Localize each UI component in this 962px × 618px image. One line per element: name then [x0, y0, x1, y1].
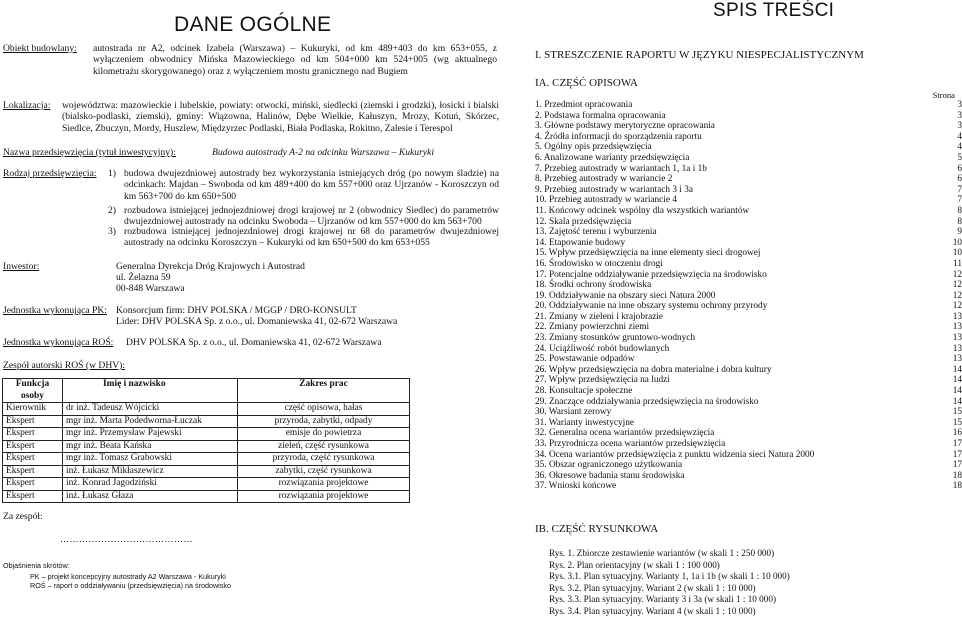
toc-entry-title: 19. Oddziaływanie na obszary sieci Natura 2000: [535, 290, 716, 301]
cell-imie: inż. Łukasz Głaza: [63, 490, 238, 503]
table-row: [3, 428, 410, 441]
toc-entry-page: 16: [952, 428, 962, 439]
toc-entry[interactable]: [535, 407, 962, 418]
table-row: [3, 453, 410, 466]
table-row: [3, 403, 410, 416]
toc-entry-title: 20. Oddziaływanie na inne obszary systemu ochrony przyrody: [535, 301, 768, 312]
toc-entry-title: 33. Przyrodnicza ocena wariantów przedsięwzięcia: [535, 439, 726, 449]
obiekt-label: Obiekt budowlany:: [3, 43, 77, 54]
toc-entry-page: 13: [952, 322, 962, 333]
toc-entry-page: 12: [952, 301, 962, 312]
toc-entry[interactable]: [535, 217, 962, 228]
toc-entry[interactable]: [535, 174, 962, 185]
toc-entry-title: 14. Etapowanie budowy: [535, 237, 626, 248]
signature-line: ……………………………………: [60, 534, 193, 544]
nazwa-text: Budowa autostrady A-2 na odcinku Warszawa – Kukuryki: [212, 147, 434, 158]
cell-funkcja: Ekspert: [3, 465, 63, 478]
toc-entry-page: 18: [952, 481, 962, 492]
cell-zakres: emisje do powietrza: [238, 428, 410, 441]
toc-entry-page: 4: [957, 142, 962, 153]
toc-entry-page: 6: [957, 174, 962, 185]
toc-entry-page: 11: [953, 258, 962, 269]
toc-entry[interactable]: [535, 344, 962, 355]
toc-entry[interactable]: [535, 418, 962, 429]
toc-entry-title: 36. Okresowe badania stanu środowiska: [535, 470, 685, 481]
header-imie: Imię i nazwisko: [63, 379, 238, 403]
toc-entry[interactable]: [535, 164, 962, 175]
toc-entry-title: 32. Generalna ocena wariantów przedsięwzięcia: [535, 428, 715, 439]
table-of-contents-page: [505, 0, 960, 618]
toc-entry-title: 16. Środowisko w otoczeniu drogi: [535, 258, 663, 269]
toc-entry[interactable]: [535, 206, 962, 217]
cell-funkcja: Ekspert: [3, 478, 63, 491]
toc-entry-title: 23. Zmiany stosunków gruntowo-wodnych: [535, 333, 696, 344]
toc-entry-title: 29. Znaczące oddziaływania przedsięwzięcia na środowisko: [535, 396, 759, 407]
inwestor-line-1: Generalna Dyrekcja Dróg Krajowych i Autostrad: [116, 261, 305, 272]
toc-list: [535, 100, 962, 492]
abbreviation-pk: PK – projekt koncepcyjny autostrady A2 Warszawa - Kukuryki: [30, 572, 226, 581]
toc-entry-page: 13: [952, 311, 962, 322]
toc-entry-page: 12: [952, 269, 962, 280]
toc-entry[interactable]: [535, 397, 962, 408]
toc-entry[interactable]: [535, 428, 962, 439]
toc-entry-title: 24. Uciążliwość robót budowlanych: [535, 343, 670, 354]
page-title: DANE OGÓLNE: [174, 13, 332, 36]
figure-entry[interactable]: Rys. 1. Zbiorcze zestawienie wariantów (w skali 1 : 250 000): [549, 548, 775, 558]
cell-imie: mgr inż. Beata Kańska: [63, 440, 238, 453]
inwestor-line-2: ul. Żelazna 59: [116, 272, 171, 283]
jednostka-pk-line-1: Konsorcjum firm: DHV POLSKA / MGGP / DRO-KONSULT: [116, 305, 357, 316]
cell-imie: mgr inż. Marta Podedworna-Łuczak: [63, 415, 238, 428]
toc-entry-title: 10. Przebieg autostrady w wariancie 4: [535, 195, 677, 206]
toc-entry[interactable]: [535, 121, 962, 132]
abbreviation-ros: ROŚ – raport o oddziaływaniu (przedsięwzięcia) na środowisko: [30, 581, 231, 590]
figure-entry[interactable]: Rys. 3.1. Plan sytuacyjny. Warianty 1, 1a i 1b (w skali 1 : 10 000): [549, 571, 790, 582]
lokalizacja-label: Lokalizacja:: [3, 100, 51, 111]
toc-entry[interactable]: [535, 312, 962, 323]
toc-entry[interactable]: [535, 142, 962, 153]
toc-entry-title: 18. Środki ochrony środowiska: [535, 280, 652, 291]
toc-entry[interactable]: [535, 322, 962, 333]
cell-imie: inż. Konrad Jagodziński: [63, 478, 238, 491]
toc-entry-page: 15: [952, 417, 962, 428]
toc-entry[interactable]: [535, 280, 962, 291]
figure-entry[interactable]: Rys. 2. Plan orientacyjny (w skali 1 : 100 000): [549, 559, 720, 570]
toc-entry-page: 3: [957, 100, 962, 110]
cell-zakres: rozwiązania projektowe: [238, 478, 410, 491]
toc-entry-title: 7. Przebieg autostrady w wariantach 1, 1a i 1b: [535, 163, 707, 174]
toc-entry-title: 3. Główne podstawy merytoryczne opracowania: [535, 121, 715, 132]
toc-entry-page: 6: [957, 163, 962, 174]
toc-entry-page: 17: [952, 460, 962, 471]
toc-entry[interactable]: [535, 450, 962, 461]
toc-entry-title: 1. Przedmiot opracowania: [535, 100, 633, 110]
jednostka-ros-text: DHV POLSKA Sp. z o.o., ul. Domaniewska 41, 02-672 Warszawa: [126, 337, 382, 348]
rodzaj-item-2-text: rozbudowa istniejącej jednojezdniowej drogi krajowej nr 2 (obwodnicy Siedlec) do parametrów dwujezdniowej autostrady na odcinku Swoboda – Ujrzanów od km 557+000 do km 563+700: [124, 205, 499, 228]
cell-funkcja: Ekspert: [3, 428, 63, 441]
toc-entry-page: 14: [952, 364, 962, 375]
jednostka-pk-line-2: Lider: DHV POLSKA Sp. z o.o., ul. Domaniewska 41, 02-672 Warszawa: [116, 316, 398, 327]
toc-entry-title: 9. Przebieg autostrady w wariantach 3 i 3a: [535, 184, 693, 195]
cell-zakres: zieleń, część rysunkowa: [238, 440, 410, 453]
toc-entry-title: 4. Źródła informacji do sporządzenia raportu: [535, 131, 702, 142]
section-i-heading: I. STRESZCZENIE RAPORTU W JĘZYKU NIESPECJALISTYCZNYM: [535, 49, 864, 61]
inwestor-line-3: 00-848 Warszawa: [116, 283, 185, 294]
table-row: [3, 415, 410, 428]
toc-entry[interactable]: [535, 365, 962, 376]
toc-entry-title: 2. Podstawa formalna opracowania: [535, 110, 666, 121]
section-ib-heading: IB. CZĘŚĆ RYSUNKOWA: [535, 523, 659, 535]
toc-entry-title: 37. Wnioski końcowe: [535, 481, 617, 492]
za-zespol-label: Za zespół:: [3, 511, 43, 522]
toc-entry[interactable]: [535, 291, 962, 302]
toc-entry[interactable]: [535, 195, 962, 206]
toc-entry[interactable]: [535, 386, 962, 397]
rodzaj-item-1-text: budowa dwujezdniowej autostrady bez wykorzystania istniejących dróg (po nowym śladzie) na odcinkach: Majdan – Swoboda od km 489+400 do km 557+000 oraz Ujrzanów - Koroszczyn od km 563+700 do km 650+500: [124, 168, 499, 202]
cell-imie: mgr inż. Tomasz Grabowski: [63, 453, 238, 466]
toc-entry-title: 35. Obszar ograniczonego użytkowania: [535, 460, 683, 471]
toc-entry-page: 12: [952, 280, 962, 291]
toc-entry-title: 34. Ocena wariantów przedsięwzięcia z punktu widzenia sieci Natura 2000: [535, 449, 815, 460]
toc-entry[interactable]: [535, 439, 962, 450]
toc-entry-page: 9: [957, 227, 962, 238]
toc-entry-page: 17: [952, 449, 962, 460]
toc-entry-page: 10: [952, 248, 962, 259]
toc-entry-page: 7: [957, 195, 962, 206]
cell-zakres: rozwiązania projektowe: [238, 490, 410, 503]
toc-entry-title: 12. Skala przedsięwzięcia: [535, 216, 632, 227]
toc-entry-page: 4: [957, 131, 962, 142]
toc-entry[interactable]: [535, 301, 962, 312]
toc-entry-title: 13. Zajętość terenu i wyburzenia: [535, 227, 657, 238]
team-table-header: [3, 379, 410, 403]
rodzaj-item-3-num: 3): [108, 226, 116, 237]
page-column-label: Strona: [932, 90, 955, 100]
toc-entry-page: 3: [957, 110, 962, 121]
toc-entry[interactable]: [535, 153, 962, 164]
toc-entry-title: 6. Analizowane warianty przedsięwzięcia: [535, 152, 690, 163]
obiekt-text: autostrada nr A2, odcinek Izabela (Warszawa) – Kukuryki, od km 489+403 do km 653+055, z wyłączeniem obwodnicy Mińska Mazowieckiego od km 504+000 km 524+005 (wg aktualnego kilometrażu skorygowanego) oraz z wyłączeniem mostu granicznego nad Bugiem: [93, 43, 497, 77]
toc-entry-page: 15: [952, 407, 962, 418]
toc-entry[interactable]: [535, 111, 962, 122]
toc-entry-page: 10: [952, 237, 962, 248]
toc-entry-page: 13: [952, 354, 962, 365]
toc-entry-page: 12: [952, 290, 962, 301]
toc-entry-title: 22. Zmiany powierzchni ziemi: [535, 322, 650, 333]
toc-entry-title: 11. Końcowy odcinek wspólny dla wszystkich wariantów: [535, 205, 750, 216]
toc-entry-title: 25. Powstawanie odpadów: [535, 354, 635, 365]
cell-funkcja: Ekspert: [3, 440, 63, 453]
jednostka-ros-label: Jednostka wykonująca ROŚ:: [3, 337, 114, 348]
toc-entry-title: 5. Ogólny opis przedsięwzięcia: [535, 142, 652, 153]
toc-entry-page: 17: [952, 439, 962, 449]
rodzaj-label: Rodzaj przedsięwzięcia:: [3, 168, 97, 179]
rodzaj-item-1-num: 1): [108, 168, 116, 179]
toc-entry-page: 14: [952, 375, 962, 386]
toc-entry-title: 28. Konsultacje społeczne: [535, 386, 633, 397]
toc-entry[interactable]: [535, 481, 962, 492]
toc-entry[interactable]: [535, 227, 962, 238]
toc-entry[interactable]: [535, 238, 962, 249]
toc-entry[interactable]: [535, 471, 962, 482]
abbreviations-title: Objaśnienia skrótów:: [3, 561, 70, 570]
cell-zakres: zabytki, część rysunkowa: [238, 465, 410, 478]
cell-funkcja: Kierownik: [3, 403, 63, 416]
toc-entry-page: 14: [952, 386, 962, 397]
rodzaj-item-3-text: rozbudowa istniejącej jednojezdniowej drogi krajowej nr 68 do parametrów dwujezdniowej autostrady na odcinku Koroszczyn – Kukuryki od km 650+500 do km 653+055: [124, 226, 499, 249]
toc-entry-title: 31. Warianty inwestycyjne: [535, 417, 634, 428]
cell-imie: mgr inż. Przemysław Pajewski: [63, 428, 238, 441]
toc-entry-page: 8: [957, 205, 962, 216]
toc-entry-title: 30. Warsiant zerowy: [535, 407, 612, 418]
cell-funkcja: Ekspert: [3, 415, 63, 428]
toc-entry-title: 15. Wpływ przedsięwzięcia na inne elementy sieci drogowej: [535, 248, 761, 259]
table-row: [3, 440, 410, 453]
cell-funkcja: Ekspert: [3, 453, 63, 466]
jednostka-pk-label: Jednostka wykonująca PK:: [3, 305, 107, 316]
figure-entry[interactable]: Rys. 3.4. Plan sytuacyjny. Wariant 4 (w skali 1 : 10 000): [549, 605, 756, 616]
toc-entry-page: 18: [952, 470, 962, 481]
toc-entry-page: 13: [952, 343, 962, 354]
lokalizacja-text: województwa: mazowieckie i lubelskie, powiaty: otwocki, miński, siedlecki (ziemski i grodzki), łosicki i bialski (bialsko-podlaski, ziemski), gminy: Wiązowna, Halinów, Dębe Wielkie, Kałuszyn, Mrozy, Kotuń, Skórzec, Siedlce, Zbuczyn, Mordy, Huszlew, Międzyrzec Podlaski, Biała Podlaska, Rokitno, Zalesie i Terespol: [62, 100, 499, 134]
figure-entry[interactable]: Rys. 3.3. Plan sytuacyjny. Warianty 3 i 3a (w skali 1 : 10 000): [549, 594, 777, 605]
toc-entry[interactable]: [535, 460, 962, 471]
cell-zakres: część opisowa, hałas: [238, 403, 410, 416]
toc-entry[interactable]: [535, 333, 962, 344]
table-row: [3, 465, 410, 478]
table-row: [3, 490, 410, 503]
header-zakres: Zakres prac: [238, 379, 410, 403]
rodzaj-item-2-num: 2): [108, 205, 116, 216]
cell-imie: dr inż. Tadeusz Wójcicki: [63, 403, 238, 416]
toc-entry-title: 8. Przebieg autostrady w wariancie 2: [535, 174, 673, 185]
toc-entry[interactable]: [535, 100, 962, 111]
toc-entry-page: 3: [957, 121, 962, 132]
inwestor-label: Inwestor:: [3, 261, 40, 272]
cell-zakres: przyroda, część rysunkowa: [238, 453, 410, 466]
toc-entry[interactable]: [535, 185, 962, 196]
section-ia-heading: IA. CZĘŚĆ OPISOWA: [535, 77, 638, 89]
toc-entry-title: 26. Wpływ przedsięwzięcia na dobra materialne i dobra kultury: [535, 364, 772, 375]
toc-entry-page: 7: [957, 184, 962, 195]
zespol-label: Zespół autorski ROŚ (w DHV):: [3, 360, 126, 371]
toc-title: SPIS TREŚCI: [713, 0, 835, 21]
toc-entry-page: 5: [957, 152, 962, 163]
header-funkcja: Funkcja osoby: [3, 379, 63, 403]
toc-entry-page: 8: [957, 216, 962, 227]
toc-entry-page: 14: [952, 396, 962, 407]
toc-entry-title: 17. Potencjalne oddziaływanie przedsięwzięcia na środowisko: [535, 269, 767, 280]
cell-funkcja: Ekspert: [3, 490, 63, 503]
toc-entry[interactable]: [535, 248, 962, 259]
toc-entry-title: 21. Zmiany w zieleni i krajobrazie: [535, 311, 664, 322]
nazwa-label: Nazwa przedsięwzięcia (tytuł inwestycyjny):: [3, 147, 176, 158]
figure-entry[interactable]: Rys. 3.2. Plan sytuacyjny. Wariant 2 (w skali 1 : 10 000): [549, 582, 756, 593]
toc-entry[interactable]: [535, 354, 962, 365]
cell-imie: inż. Łukasz Mikłaszewicz: [63, 465, 238, 478]
table-row: [3, 478, 410, 491]
toc-entry[interactable]: [535, 270, 962, 281]
toc-entry-page: 13: [952, 333, 962, 344]
toc-entry[interactable]: [535, 132, 962, 143]
toc-entry-title: 27. Wpływ przedsięwzięcia na ludzi: [535, 375, 670, 386]
team-table: [2, 378, 410, 503]
toc-entry[interactable]: [535, 259, 962, 270]
figure-list: [549, 548, 790, 618]
cell-zakres: przyroda, zabytki, odpady: [238, 415, 410, 428]
toc-entry[interactable]: [535, 375, 962, 386]
